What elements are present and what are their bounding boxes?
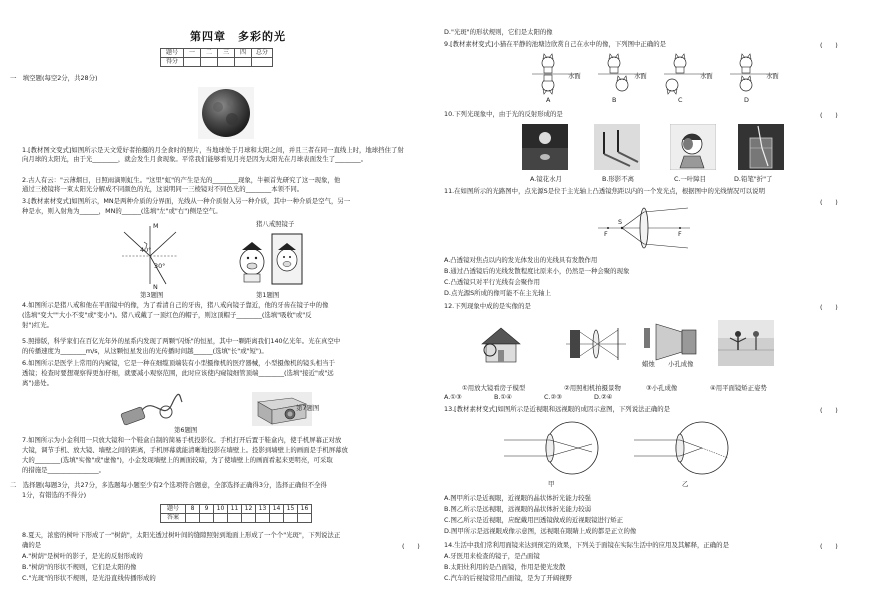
answer-header-cell: 11 — [228, 505, 242, 514]
q6-line2: 透镜；检查时要想观察得更加仔细，就要减小观察范围，此时应该使内窥镜细管顶端________(选填"接近"或"远 — [22, 369, 334, 377]
answer-cell[interactable] — [256, 514, 270, 523]
q11-option-a[interactable]: A.凸透镜对焦点以内的发光体发出的光线具有发散作用 — [444, 256, 598, 264]
q12-option-b[interactable]: B.①④ — [494, 393, 512, 401]
q3-line1: 3.[教材素材变式]如图所示，MN是两种介质的分界面，光线从一种介质射入另一种介质，其中一种介质是空气，另一 — [22, 197, 351, 205]
score-header-cell: 总分 — [252, 49, 273, 58]
q12-option-a[interactable]: A.①③ — [444, 393, 462, 401]
q9-option-c[interactable]: C — [678, 96, 683, 104]
answer-header-cell: 题号 — [161, 505, 186, 514]
q1-line2: 向月球的太阳光，由于光________，就会发生月食现象。平常我们能够看见月亮是因为太阳光在月球表面发生了________。 — [22, 155, 368, 163]
fig7-caption: 第7题图 — [296, 404, 320, 412]
score-header-cell: 一 — [184, 49, 201, 58]
q12-item-2: ②用照相机拍摄景物 — [564, 384, 621, 392]
q13-text: 13.[教材素材变式]如图所示是近视眼和远视眼的成因示意图，下列说法正确的是 — [444, 405, 671, 413]
q10-option-c[interactable]: C.一叶障目 — [674, 175, 707, 183]
q2-line2: 通过三棱镜将一束太阳光分解成不同颜色的光，这说明同一三棱镜对不同色光的________本领不同。 — [22, 185, 304, 193]
answer-cell[interactable] — [298, 514, 312, 523]
answer-cell[interactable] — [270, 514, 284, 523]
q7-line2: 大镜，调节手机、放大镜、墙壁之间的距离，手机屏幕就能清晰地投影在墙壁上。投影到墙壁上的画面是手机屏幕放 — [22, 446, 348, 454]
q9-answer-paren[interactable]: ( ) — [820, 41, 838, 49]
score-cell[interactable] — [218, 58, 235, 67]
q11-answer-paren[interactable]: ( ) — [820, 198, 838, 206]
q9-option-b[interactable]: B — [612, 96, 617, 104]
q6-line1: 6.如图所示是医学上常用的内窥镜，它是一种在细缆顶端装有小型摄像机的医疗器械，小型摄像机的镜头相当于 — [22, 359, 335, 367]
q12-option-d[interactable]: D.②④ — [594, 393, 613, 401]
section2-line1: 二 选择题(每题3分，共27分，多选题每小题至少有2个选项符合题意，全部选择正确得3分，选择正确但不全得 — [10, 481, 327, 489]
q11-option-c[interactable]: C.凸透镜只对平行光线有会聚作用 — [444, 278, 540, 286]
q9-water-label: 水面 — [700, 72, 713, 80]
q8-option-b[interactable]: B."树荫"的形状不规则，它们是太阳的像 — [22, 563, 137, 571]
q7-line1: 7.如图所示为小金利用一只放大镜和一个鞋盒自制的简易手机投影仪。手机打开后置于鞋盒内，使手机屏幕正对放 — [22, 436, 342, 444]
q8-option-a[interactable]: A."树荫"是树叶的影子，是光的反射形成的 — [22, 552, 143, 560]
score-header-cell: 三 — [218, 49, 235, 58]
answer-cell[interactable] — [186, 514, 200, 523]
score-cell[interactable] — [201, 58, 218, 67]
q10-text: 10.下列光现象中，由于光的反射形成的是 — [444, 110, 563, 118]
q11-label-f-right: F — [678, 230, 682, 238]
q12-text: 12.下列现象中成的是实像的是 — [444, 302, 531, 310]
q10-option-a[interactable]: A.镜花水月 — [530, 175, 562, 183]
q13-eye-diagram-b — [632, 418, 732, 478]
q10-photo-b — [594, 124, 640, 170]
section2-line2: 1分，有错选的不得分) — [22, 491, 87, 499]
fig3-label-m: M — [153, 222, 159, 230]
q7-line3: 大的________(选填"实像"或"虚像")，小金发现墙壁上的画面较暗，为了使墙壁上的画面看起来更明亮，可采取 — [22, 456, 333, 464]
fig3-angle2: 30° — [154, 262, 166, 270]
q9-water-label: 水面 — [766, 72, 779, 80]
answer-header-cell: 16 — [298, 505, 312, 514]
pig-mirror-illustration — [238, 228, 304, 286]
q10-option-b[interactable]: B.形影不离 — [602, 175, 634, 183]
q13-option-b[interactable]: B.图乙所示是远视眼，远视眼的晶状体折光能力较弱 — [444, 505, 592, 513]
q14-option-b[interactable]: B.太阳灶利用的是凸面镜，作用是使光发散 — [444, 563, 566, 571]
answer-cell[interactable] — [228, 514, 242, 523]
answer-header-cell: 14 — [270, 505, 284, 514]
q2-line1: 2.古人有云："云薄烟日，日照雨滴则虹生。"这里"虹"的产生是光的________现象，牛顿首先研究了这一现象，他 — [22, 176, 341, 184]
score-label-cell: 得分 — [161, 58, 184, 67]
q8-option-d[interactable]: D."光斑"的形状规则，它们是太阳的像 — [444, 28, 553, 36]
q13-option-a[interactable]: A.图甲所示是近视眼，近视眼的晶状体折光能力较强 — [444, 494, 591, 502]
score-table — [160, 48, 273, 67]
fig6-caption: 第6题图 — [174, 426, 198, 434]
answer-cell[interactable] — [242, 514, 256, 523]
answer-header-cell: 12 — [242, 505, 256, 514]
q13-label-a: 甲 — [548, 480, 555, 488]
q9-water-label: 水面 — [634, 72, 647, 80]
q4-line1: 4.如图所示是猪八戒和他在平面镜中的像，为了看清自己的牙齿，猪八戒向镜子靠近，他的牙齿在镜子中的像 — [22, 301, 329, 309]
q12-label-pinhole: 小孔成像 — [668, 360, 694, 368]
q10-option-d[interactable]: D.铅笔"折"了 — [734, 175, 773, 183]
q8-line1: 8.夏天，浓密的树叶下形成了一"树荫"，太阳光透过树叶间的缝隙照射到地面上形成了一个个"光斑"，下列说法正 — [22, 531, 341, 539]
q14-option-a[interactable]: A.牙医用来检查的镜子，是凸面镜 — [444, 552, 540, 560]
q12-label-candle: 蜡烛 — [642, 360, 655, 368]
q12-camera-diagram — [564, 322, 628, 366]
q7-line4: 的措施是________________。 — [22, 466, 106, 474]
right-column — [436, 0, 870, 616]
q13-eye-diagram-a — [502, 418, 602, 478]
score-cell[interactable] — [252, 58, 273, 67]
q11-option-b[interactable]: B.通过凸透镜后的光线发散程度比原来小，仍然是一种会聚的现象 — [444, 267, 630, 275]
q10-photo-c — [670, 124, 716, 170]
q12-item-3: ③小孔成像 — [646, 384, 678, 392]
score-header-cell: 题号 — [161, 49, 184, 58]
answer-label-cell: 答案 — [161, 514, 186, 523]
q8-answer-paren[interactable]: ( ) — [402, 542, 420, 550]
answer-header-cell: 13 — [256, 505, 270, 514]
q13-option-d[interactable]: D.图甲所示是远视眼成像示意图，远视眼在眼睛上成的都是正立的像 — [444, 527, 637, 535]
q14-option-c[interactable]: C.汽车的后视镜常用凸面镜，是为了开阔视野 — [444, 574, 572, 582]
section1-heading: 一 填空题(每空2分，共28分) — [10, 74, 98, 82]
answer-header-cell: 9 — [200, 505, 214, 514]
q3-line2: 种是水，则入射角为______，MN的______(选填"左"或"右")侧是空气。 — [22, 207, 222, 215]
score-cell[interactable] — [235, 58, 252, 67]
fig1-caption: 第1题图 — [256, 291, 280, 299]
answer-header-cell: 8 — [186, 505, 200, 514]
fig1-mirror-label: 猪八戒照镜子 — [256, 220, 295, 228]
q11-lens-diagram — [596, 206, 692, 250]
q12-option-c[interactable]: C.②③ — [544, 393, 562, 401]
q9-option-d[interactable]: D — [744, 96, 749, 104]
score-header-cell: 二 — [201, 49, 218, 58]
q9-cat-options — [526, 52, 786, 96]
q13-label-b: 乙 — [682, 480, 689, 488]
q11-label-f-left: F — [604, 230, 608, 238]
q6-line3: 离")患处。 — [22, 379, 53, 387]
left-column — [0, 0, 432, 616]
q9-text: 9.[教材素材变式]小猫在平静的池塘边欣赏自己在水中的像，下列图中正确的是 — [444, 40, 666, 48]
q5-line1: 5.照排版，科学家们在百亿光年外的星系内发现了两颗"闪烁"的恒星，其中一颗距离我们140亿光年。光在真空中 — [22, 337, 341, 345]
score-header-cell: 四 — [235, 49, 252, 58]
answer-cell[interactable] — [200, 514, 214, 523]
q10-photo-d — [738, 124, 784, 170]
fig3-caption: 第3题图 — [140, 291, 164, 299]
q10-photo-a — [522, 124, 568, 170]
refraction-diagram — [118, 224, 182, 288]
q5-line2: 的传播速度为________m/s，从这颗恒星发出的光传播时间越______(选填"长"或"短")。 — [22, 347, 268, 355]
q12-pinhole-diagram — [642, 318, 700, 366]
q10-answer-paren[interactable]: ( ) — [820, 111, 838, 119]
q1-line1: 1.[教材图文变式]如图所示是天文爱好者拍摄的月全食时的照片，当地球处于月球和太阳之间，并且三者在同一直线上时，地球挡住了射 — [22, 146, 404, 154]
answer-cell[interactable] — [284, 514, 298, 523]
answer-header-cell: 15 — [284, 505, 298, 514]
q4-line2: (选填"变大""大小不变"或"变小")。猪八戒戴了一顶红色的帽子，则这顶帽子________(选填"吸收"或"反 — [22, 311, 312, 319]
q12-answer-paren[interactable]: ( ) — [820, 303, 838, 311]
q13-answer-paren[interactable]: ( ) — [820, 406, 838, 414]
q12-item-1: ①用放大镜看房子模型 — [462, 384, 526, 392]
moon-photo — [198, 87, 254, 139]
q14-answer-paren[interactable]: ( ) — [820, 542, 838, 550]
page-title: 第四章 多彩的光 — [190, 30, 286, 43]
q9-option-a[interactable]: A — [546, 96, 551, 104]
q13-option-c[interactable]: C.图乙所示是近视眼，应配戴用凹透镜做成的近视眼镜进行矫正 — [444, 516, 624, 524]
fig3-label-n: N — [153, 283, 158, 291]
q12-item-4: ④用平面镜矫正姿势 — [710, 384, 767, 392]
q8-line2: 确的是 — [22, 541, 42, 549]
q11-option-d[interactable]: D.点光源S所成的像可能不在主光轴上 — [444, 289, 551, 297]
score-cell[interactable] — [184, 58, 201, 67]
q12-mirror-dance-photo — [718, 320, 774, 366]
answer-header-cell: 10 — [214, 505, 228, 514]
answer-cell[interactable] — [214, 514, 228, 523]
q9-water-label: 水面 — [568, 72, 581, 80]
answer-table — [160, 504, 312, 523]
q11-line1: 11.在如图所示的光路图中，点光源S是位于主光轴上凸透镜焦距以内的一个发光点，根据图中的光线情况可以说明 — [444, 187, 765, 195]
q8-option-c[interactable]: C."光斑"的形状不规则，是光沿直线传播形成的 — [22, 574, 156, 582]
q12-house-model-image — [476, 322, 526, 366]
fig3-angle1: 40° — [140, 246, 152, 254]
q4-line3: 射")红光。 — [22, 321, 53, 329]
q11-label-s: S — [618, 218, 623, 226]
endoscope-illustration — [118, 392, 184, 428]
q14-text: 14.生活中我们常利用面镜来达到预定的效果，下列关于面镜在实际生活中的应用及其解释，正确的是 — [444, 541, 729, 549]
